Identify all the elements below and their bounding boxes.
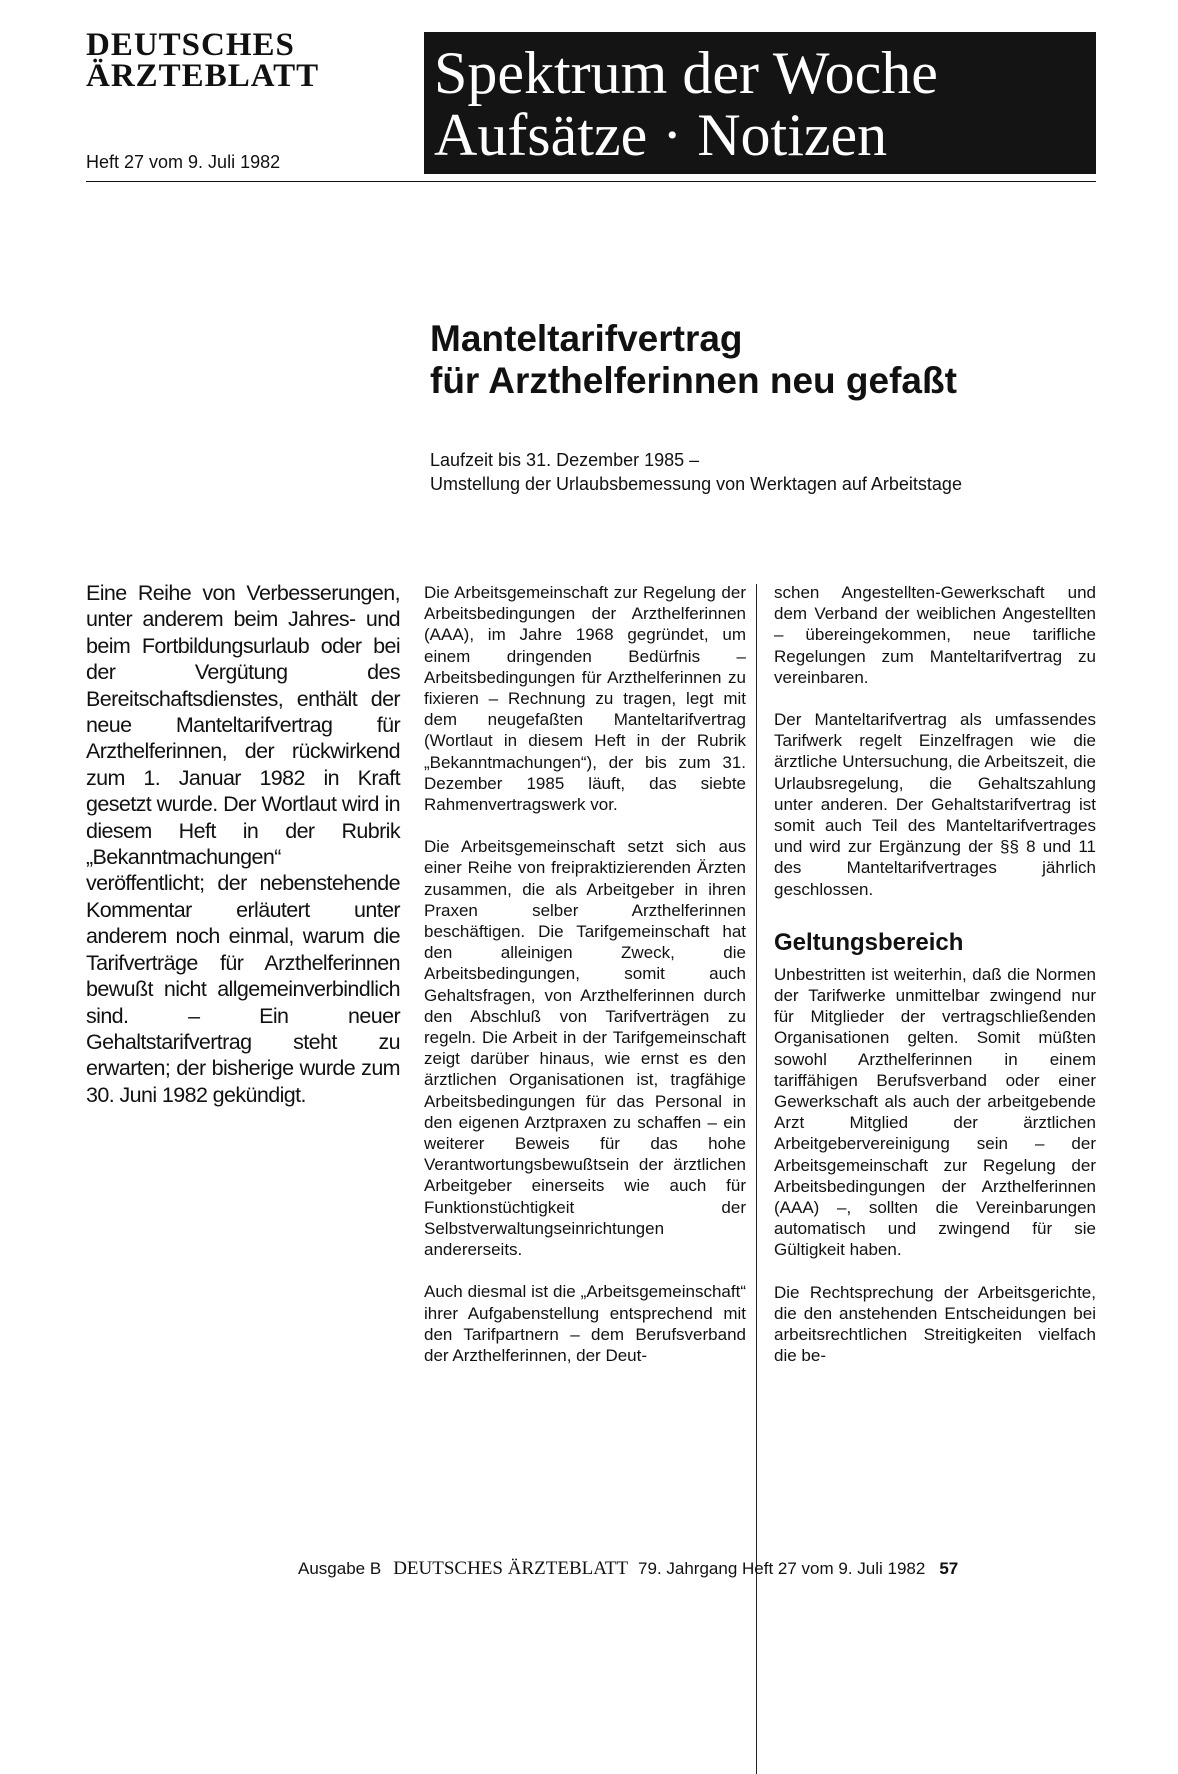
title-line-2: für Arzthelferinnen neu gefaßt [430,360,957,401]
title-line-1: Manteltarifvertrag [430,318,743,359]
column-divider [756,584,757,1774]
column-2 [424,582,746,1387]
article-subtitle [430,448,1130,496]
section-banner [424,32,1096,174]
issue-date: Heft 27 vom 9. Juli 1982 [86,152,281,172]
subtitle-line-2: Umstellung der Urlaubsbemessung von Werktagen auf Arbeitstage [430,474,962,494]
subtitle-line-1: Laufzeit bis 31. Dezember 1985 – [430,450,700,470]
paragraph: Die Rechtsprechung der Arbeitsgerichte, die den anstehenden Entscheidungen bei arbeitsrechtlichen Streitigkeiten vielfach die be- [774,1282,1096,1366]
paragraph: Die Arbeitsgemeinschaft zur Regelung der Arbeitsbedingungen der Arzthelferinnen (AAA), im Jahre 1968 gegründet, um einem dringenden Bedürfnis – Arbeitsbedingungen für Arzthelferinnen zu fixieren – Rechnung zu tragen, legt mit dem neugefaßten Manteltarifvertrag (Wortlaut in diesem Heft in der Rubrik „Bekanntmachungen“), der bis zum 31. Dezember 1985 läuft, das siebte Rahmenvertragswerk vor. [424,583,746,815]
paragraph: Auch diesmal ist die „Arbeitsgemeinschaft“ ihrer Aufgabenstellung entsprechend mit den Tarifpartnern – dem Berufsverband der Arzthelferinnen, der Deut- [424,1282,746,1365]
logo-line-1: DEUTSCHES [86,27,295,63]
page-footer [298,1558,1098,1580]
banner-line-2: Aufsätze · Notizen [434,102,888,168]
paragraph: schen Angestellten-Gewerkschaft und dem Verband der weiblichen Angestellten – übereingekommen, neue tarifliche Regelungen zum Manteltarifvertrag zu vereinbaren. [774,583,1096,687]
footer-edition: Ausgabe B [298,1559,382,1578]
paragraph: Die Arbeitsgemeinschaft setzt sich aus einer Reihe von freipraktizierenden Ärzten zusammen, die als Arbeitgeber in ihren Praxen selber Arzthelferinnen beschäftigen. Die Tarifgemeinschaft hat den alleinigen Zweck, die Arbeitsbedingungen, somit auch Gehaltsfragen, von Arzthelferinnen durch den Abschluß von Tarifverträgen zu regeln. Die Arbeit in der Tarifgemeinschaft zeigt darüber hinaus, wie ernst es den ärztlichen Organisationen ist, tragfähige Arbeitsbedingungen für das Personal in den eigenen Arztpraxen zu schaffen – ein weiterer Beweis für das hohe Verantwortungsbewußtsein der ärztlichen Arbeitgeber einerseits wie auch für Funktionstüchtigkeit der Selbstverwaltungseinrichtungen andererseits. [424,837,746,1260]
logo-line-2: ÄRZTEBLATT [86,58,320,94]
section-heading: Geltungsbereich [774,928,964,956]
banner-line-1: Spektrum der Woche [434,40,938,106]
paragraph: Unbestritten ist weiterhin, daß die Normen der Tarifwerke unmittelbar zwingend nur für Mitglieder der vertragschließenden Organisationen gelten. Somit müßten sowohl Arzthelferinnen in einem tariffähigen Berufsverband oder einer Gewerkschaft als auch der arbeitgebende Arzt Mitglied der ärztlichen Arbeitgebervereinigung sein – der Arbeitsgemeinschaft zur Regelung der Arbeitsbedingungen der Arzthelferinnen (AAA) –, sollten die Vereinbarungen automatisch und zwingend für sie Gültigkeit haben. [774,964,1096,1260]
masthead-logo [86,27,406,94]
page-number: 57 [939,1559,959,1578]
article-title [430,318,1090,402]
footer-volume: 79. Jahrgang Heft 27 vom 9. Juli 1982 [638,1559,926,1578]
lead-paragraph: Eine Reihe von Verbesserungen, unter anderem beim Jahres- und beim Fortbildungsurlaub oder bei der Vergütung des Bereitschaftsdienstes, enthält der neue Manteltarifvertrag für Arzthelferinnen, der rückwirkend zum 1. Januar 1982 in Kraft gesetzt wurde. Der Wortlaut wird in diesem Heft in der Rubrik „Bekanntmachungen“ veröffentlicht; der nebenstehende Kommentar erläutert unter anderem noch einmal, warum die Tarifverträge für Arzthelferinnen bewußt nicht allgemeinverbindlich sind. – Ein neuer Gehaltstarifvertrag steht zu erwarten; der bisherige wurde zum 30. Juni 1982 gekündigt. [86,581,400,1107]
paragraph: Der Manteltarifvertrag als umfassendes Tarifwerk regelt Einzelfragen wie die ärztliche Untersuchung, die Arbeitszeit, die Urlaubsregelung, die Gehaltszahlung unter anderen. Der Gehaltstarifvertrag ist somit auch Teil des Manteltarifvertrages und wird zur Ergänzung der §§ 8 und 11 des Manteltarifvertrages jährlich geschlossen. [774,710,1096,899]
footer-publication: DEUTSCHES ÄRZTEBLATT [393,1558,629,1579]
column-3 [774,582,1096,1388]
header-rule [86,181,1096,182]
